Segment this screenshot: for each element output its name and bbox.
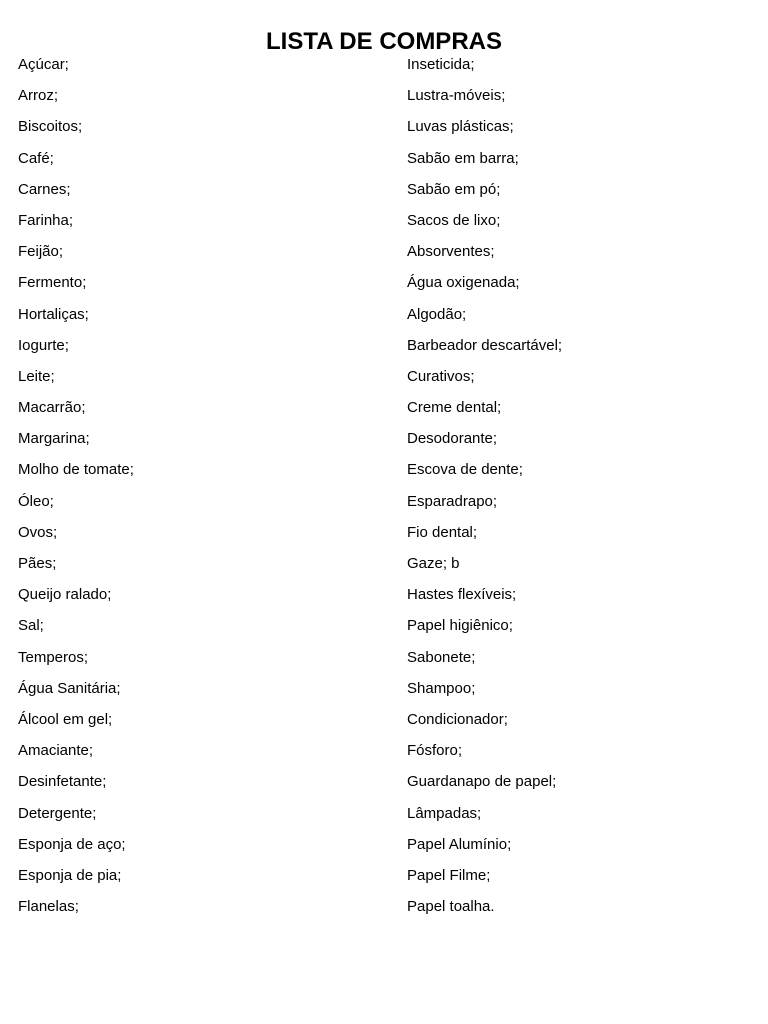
list-item: Papel toalha.: [407, 898, 495, 916]
list-item: Água oxigenada;: [407, 274, 520, 292]
list-item: Luvas plásticas;: [407, 118, 514, 136]
list-item: Hastes flexíveis;: [407, 586, 517, 604]
list-item: Lustra-móveis;: [407, 87, 506, 105]
list-item: Esponja de aço;: [18, 835, 126, 853]
list-item: Escova de dente;: [407, 461, 523, 479]
list-item: Pães;: [18, 555, 57, 572]
list-item: Fio dental;: [407, 523, 478, 541]
list-item: Gaze; b: [407, 555, 460, 572]
list-item: Guardanapo de papel;: [407, 773, 557, 791]
list-item: Leite;: [18, 367, 55, 385]
list-item: Shampoo;: [407, 679, 476, 697]
list-item: Absorventes;: [407, 243, 495, 261]
list-item: Sabão em pó;: [407, 180, 501, 198]
list-item: Álcool em gel;: [18, 710, 113, 728]
list-item: Feijão;: [18, 243, 64, 261]
list-item: Fósforo;: [407, 742, 463, 760]
list-item: Iogurte;: [18, 336, 69, 354]
list-item: Ovos;: [18, 523, 58, 541]
list-item: Esponja de pia;: [18, 866, 122, 884]
list-item: Lâmpadas;: [407, 804, 482, 822]
list-item: Papel higiênico;: [407, 617, 513, 635]
list-item: Desinfetante;: [18, 773, 107, 791]
list-item: Papel Filme;: [407, 866, 491, 884]
list-item: Café;: [18, 149, 54, 167]
list-item: Açúcar;: [18, 56, 69, 73]
right-item-list: [407, 49, 757, 922]
list-item: Esparadrapo;: [407, 492, 498, 510]
list-item: Algodão;: [407, 305, 467, 323]
list-item: Detergente;: [18, 804, 97, 822]
list-item: Condicionador;: [407, 710, 508, 728]
list-item: Queijo ralado;: [18, 586, 112, 604]
list-item: Desodorante;: [407, 430, 498, 448]
list-item: Creme dental;: [407, 399, 502, 417]
page-title: LISTA DE COMPRAS: [265, 28, 502, 56]
list-item: Arroz;: [18, 87, 59, 105]
list-item: Temperos;: [18, 648, 89, 666]
list-item: Amaciante;: [18, 742, 94, 760]
left-item-list: [18, 49, 378, 922]
list-item: Sacos de lixo;: [407, 211, 501, 229]
list-item: Flanelas;: [18, 898, 79, 916]
list-item: Fermento;: [18, 274, 87, 292]
list-item: Barbeador descartável;: [407, 336, 563, 354]
list-item: Margarina;: [18, 430, 90, 448]
list-item: Sabão em barra;: [407, 149, 519, 167]
list-item: Óleo;: [18, 492, 54, 510]
list-item: Molho de tomate;: [18, 461, 134, 479]
list-item: Biscoitos;: [18, 118, 83, 136]
list-item: Macarrão;: [18, 399, 86, 417]
list-item: Curativos;: [407, 367, 475, 385]
list-item: Hortaliças;: [18, 305, 89, 323]
list-item: Papel Alumínio;: [407, 835, 512, 853]
list-item: Carnes;: [18, 180, 71, 198]
list-item: Sabonete;: [407, 648, 476, 666]
list-item: Farinha;: [18, 211, 74, 229]
list-item: Água Sanitária;: [18, 679, 121, 697]
list-item: Sal;: [18, 617, 44, 635]
list-item: Inseticida;: [407, 56, 475, 73]
